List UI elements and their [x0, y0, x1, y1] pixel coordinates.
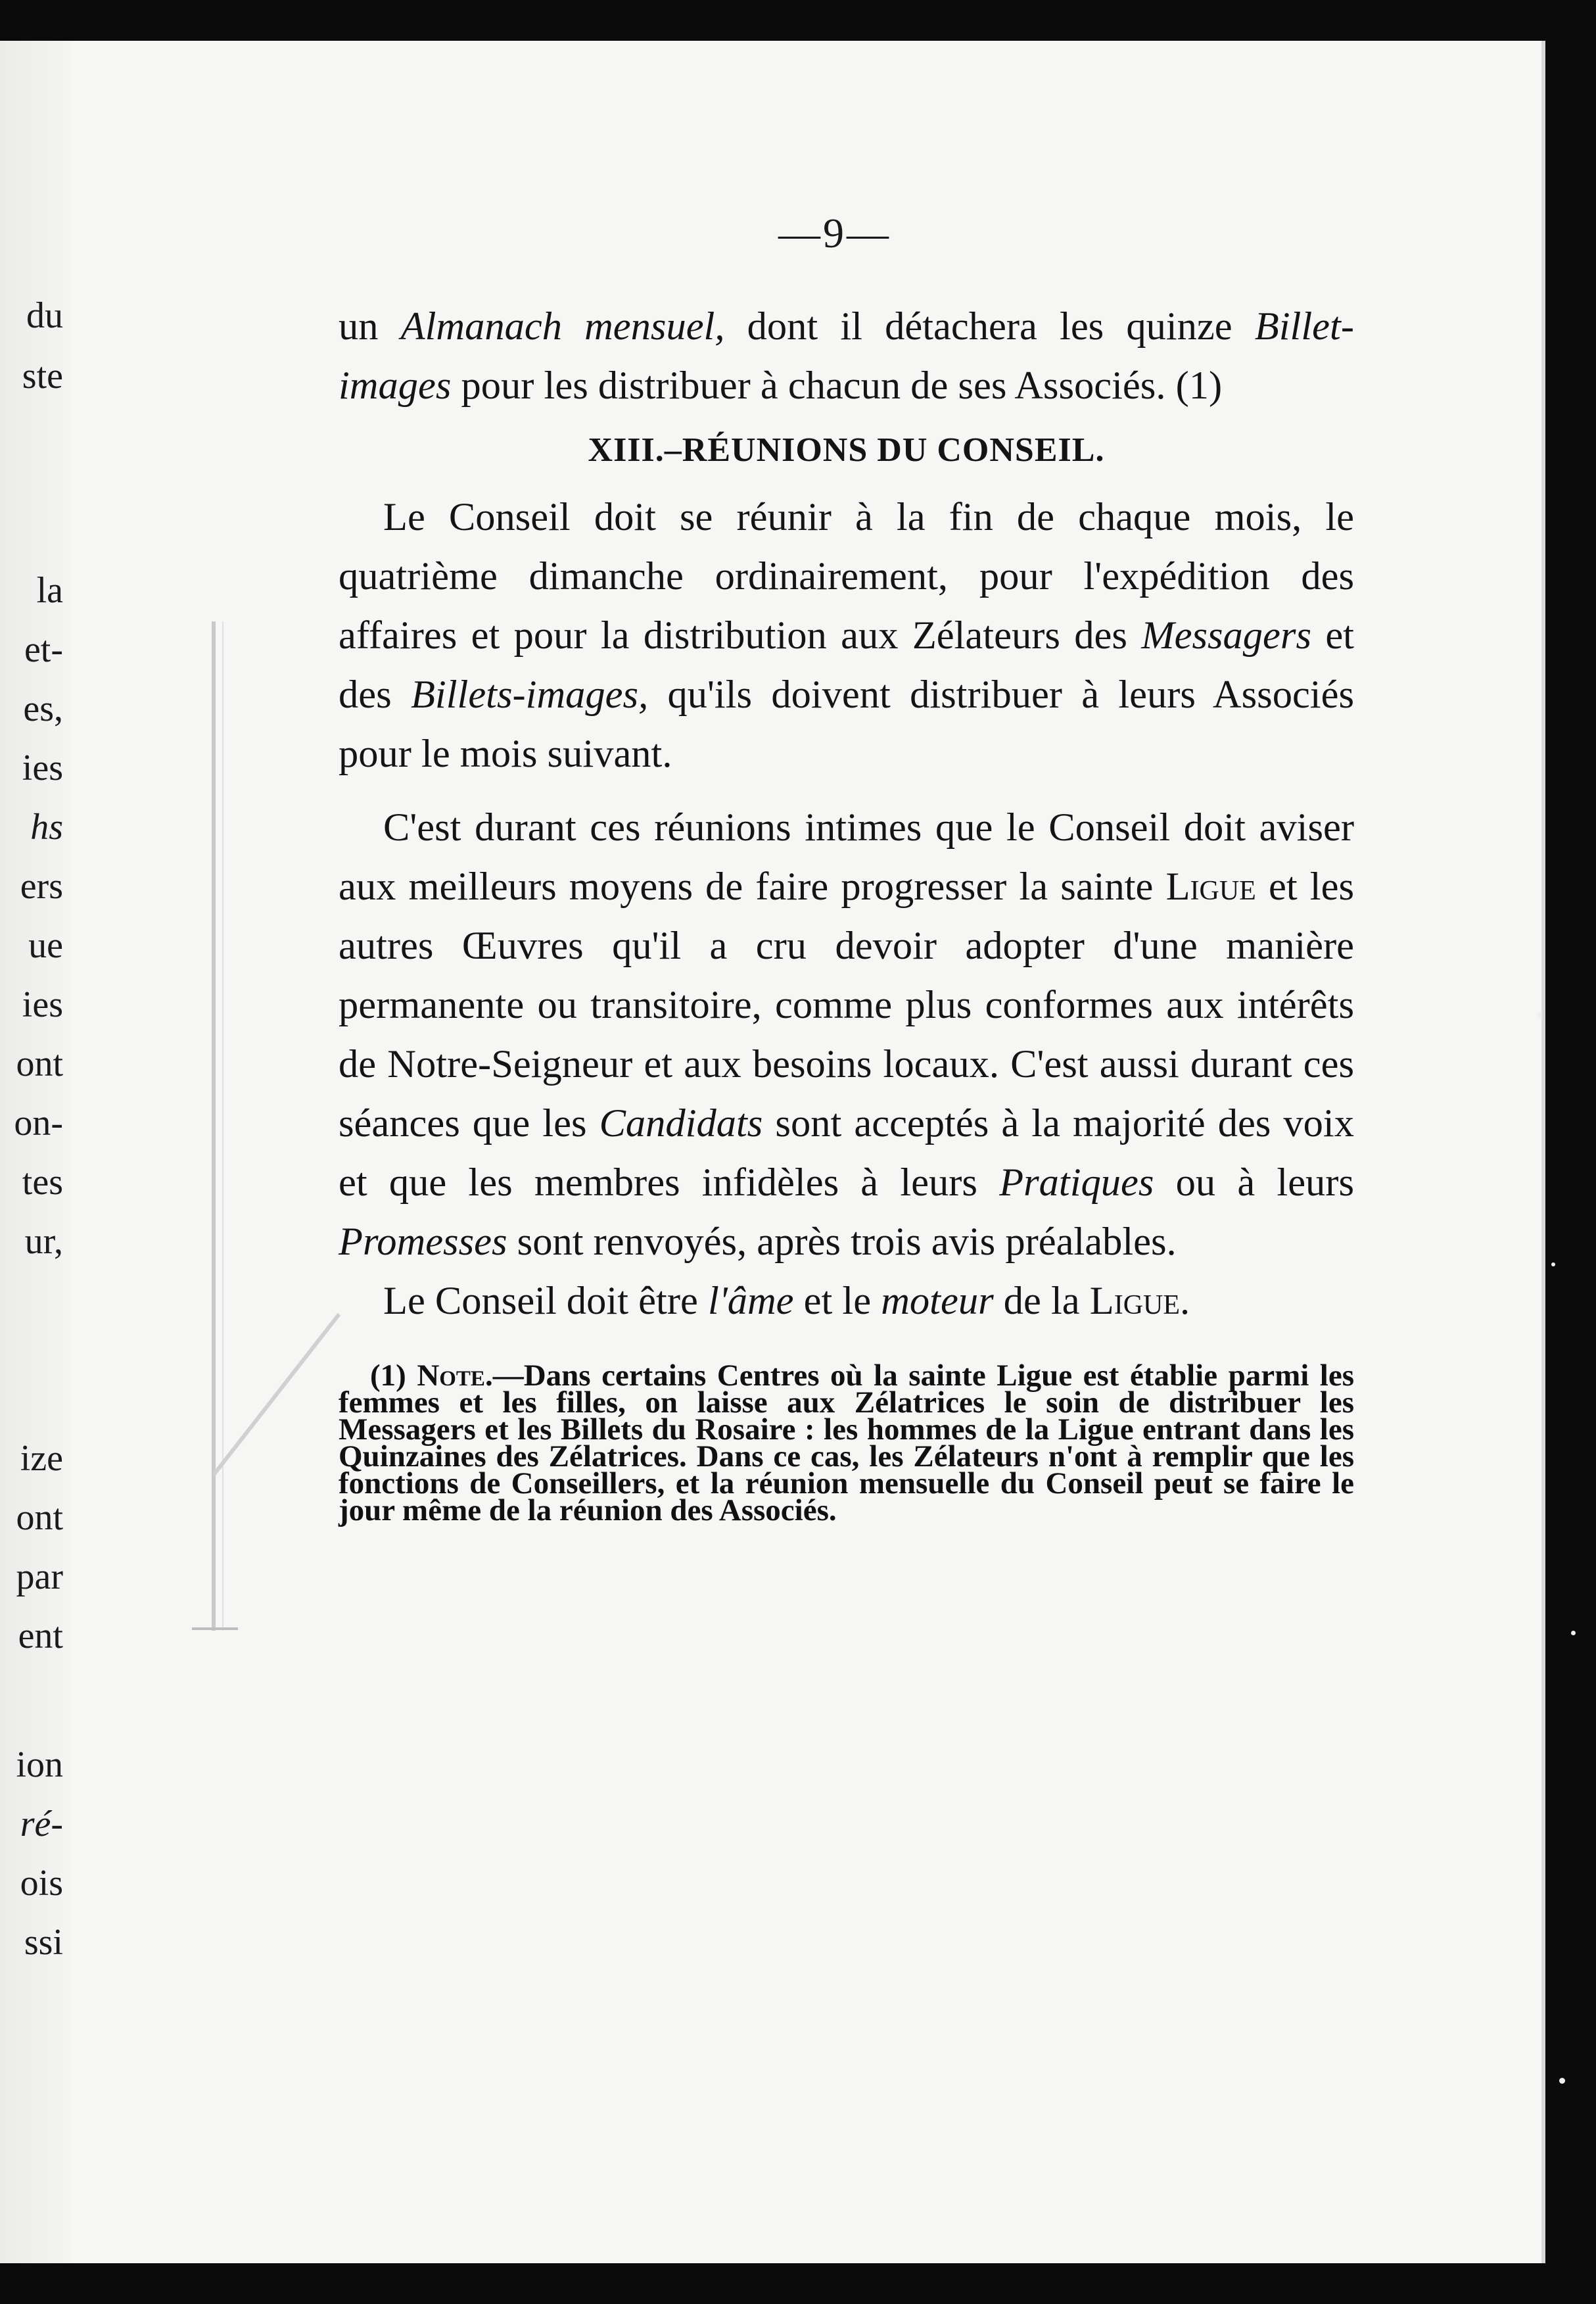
small-caps-run: Ligue	[1165, 865, 1256, 909]
left-fragment: tes	[22, 1163, 63, 1202]
text-run: pour les distribuer à chacun de ses Associés. (1)	[451, 364, 1223, 408]
italic-run: Pratiques	[999, 1161, 1154, 1205]
text-run: Le Conseil doit être	[383, 1279, 708, 1323]
left-fragment: ste	[22, 356, 63, 396]
italic-run: Promesses	[339, 1220, 507, 1264]
text-run: et les autres Œuvres qu'il a cru devoir adopter d'une manière permanente ou transitoire, comme plus conformes aux intérêts de Notre-Seigneur et aux besoins locaux. C'est aussi durant ces séances que les	[339, 865, 1354, 1145]
italic-run: l'âme	[707, 1279, 794, 1323]
left-fragment: du	[26, 296, 63, 335]
italic-run: Candidats	[599, 1101, 763, 1145]
paragraph-1	[339, 488, 1354, 784]
text-run: Le Conseil doit se réunir à la fin de chaque mois, le quatrième dimanche ordinairement, pour l'expédition des affaires et pour la distribution aux Zélateurs des	[339, 495, 1354, 658]
main-text	[339, 297, 1354, 1555]
text-run: sont acceptés à la majorité des voix et que les membres infidèles à leurs	[339, 1101, 1354, 1205]
text-run: ou à leurs	[1154, 1161, 1354, 1205]
left-fragment: ont	[16, 1498, 63, 1537]
page-number: —9—	[778, 210, 891, 256]
italic-run: Billet-images	[339, 304, 1354, 408]
left-fragment: ers	[20, 867, 63, 906]
scan-speck	[1551, 1262, 1555, 1266]
left-fragment: ion	[16, 1745, 63, 1785]
left-fragment: ssi	[24, 1923, 63, 1962]
scan-speck	[1559, 2078, 1565, 2084]
left-fragment: la	[36, 571, 63, 610]
left-fragment: ue	[28, 926, 63, 965]
left-fragment: par	[16, 1557, 63, 1596]
left-fragment: ur,	[24, 1222, 63, 1261]
paragraph-2	[339, 798, 1354, 1272]
text-run: .	[1180, 1279, 1190, 1323]
text-run: sont renvoyés, après trois avis préalables.	[507, 1220, 1177, 1264]
section-heading: XIII.–RÉUNIONS DU CONSEIL.	[588, 431, 1105, 469]
paragraph-3	[339, 1272, 1354, 1331]
text-run: et le	[793, 1279, 881, 1323]
left-fragment: ois	[20, 1863, 63, 1903]
left-fragment: ies	[22, 985, 63, 1024]
text-run: qu'ils doivent distribuer à leurs Associés pour le mois suivant.	[339, 673, 1354, 776]
footnote-text: —Dans certains Centres où la sainte Ligue est établie parmi les femmes et les filles, on laisse aux Zélatrices le soin de distribuer les Messagers et les Billets du Rosaire : les hommes de la Ligue entrant dans les Quinzaines des Zélatrices. Dans ce cas, les Zélateurs n'ont à remplir que les fonctions de Conseillers, et la réunion mensuelle du Conseil peut se faire le jour même de la réunion des Associés.	[339, 1358, 1354, 1527]
left-fragment: ent	[18, 1616, 63, 1656]
text-run: dont il détachera les quinze	[724, 304, 1255, 348]
footnote-marker: (1)	[370, 1358, 417, 1393]
left-fragment: ont	[16, 1044, 63, 1084]
text-run: de la	[993, 1279, 1090, 1323]
scan-speck	[1571, 1631, 1576, 1635]
left-fragment: es,	[23, 689, 63, 729]
footnote	[339, 1358, 1354, 1527]
left-fragment: ré-	[20, 1804, 63, 1844]
italic-run: moteur	[881, 1279, 994, 1323]
italic-run: Messagers	[1141, 613, 1311, 658]
text-run: et des	[339, 613, 1354, 717]
scan-speck	[1537, 1013, 1542, 1018]
margin-pencil-mark	[212, 621, 223, 1631]
footnote-label: Note.	[417, 1358, 493, 1393]
italic-run: Billets-images,	[410, 673, 649, 717]
left-fragment: ies	[22, 748, 63, 788]
left-fragment: et-	[24, 630, 63, 669]
text-run: un	[339, 304, 401, 348]
left-fragment: hs	[30, 807, 63, 847]
left-fragment: on-	[14, 1103, 63, 1143]
small-caps-run: Ligue	[1089, 1279, 1181, 1323]
left-fragment: ize	[20, 1439, 63, 1478]
intro-paragraph	[339, 297, 1354, 416]
text-run: C'est durant ces réunions intimes que le Conseil doit aviser aux meilleurs moyens de faire progresser la sainte	[339, 805, 1354, 909]
italic-run: Almanach mensuel,	[400, 304, 725, 348]
margin-pencil-mark	[192, 1627, 238, 1630]
